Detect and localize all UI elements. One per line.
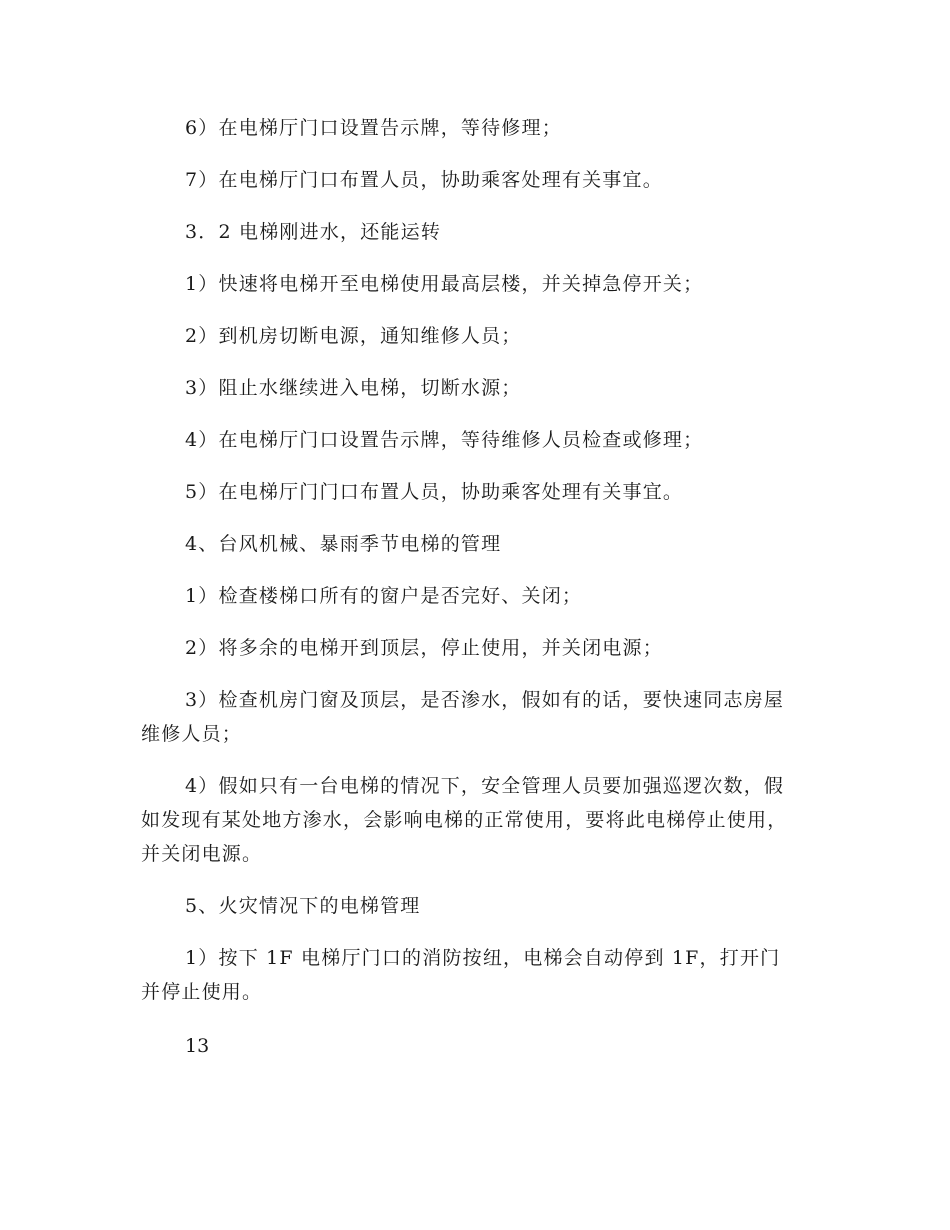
paragraph-step-4-sign-inspect: 4）在电梯厅门口设置告示牌，等待维修人员检查或修理； xyxy=(185,429,704,451)
paragraph-typhoon-step-4: 4）假如只有一台电梯的情况下，安全管理人员要加强巡逻次数，假如发现有某处地方渗水，会影响电梯的正常使用，要将此电梯停止使用，并关闭电源。 xyxy=(141,775,788,865)
paragraph-step-3-stop-water: 3）阻止水继续进入电梯，切断水源； xyxy=(185,377,522,399)
paragraph-typhoon-step-1: 1）检查楼梯口所有的窗户是否完好、关闭； xyxy=(185,585,583,607)
paragraph-step-2-power-off: 2）到机房切断电源，通知维修人员； xyxy=(185,325,522,347)
paragraph-typhoon-step-2: 2）将多余的电梯开到顶层，停止使用，并关闭电源； xyxy=(185,637,663,659)
section-heading-4: 4、台风机械、暴雨季节电梯的管理 xyxy=(185,533,502,555)
paragraph-step-6-sign: 6）在电梯厅门口设置告示牌，等待修理； xyxy=(185,117,562,139)
section-heading-3-2: 3．2 电梯刚进水，还能运转 xyxy=(185,221,442,243)
paragraph-fire-step-1: 1）按下 1F 电梯厅门口的消防按纽，电梯会自动停到 1F，打开门并停止使用。 xyxy=(141,947,781,1003)
paragraph-step-5-staff: 5）在电梯厅门门口布置人员，协助乘客处理有关事宜。 xyxy=(185,481,684,503)
paragraph-step-1-top-floor: 1）快速将电梯开至电梯使用最高层楼，并关掉急停开关； xyxy=(185,273,704,295)
page-number: 13 xyxy=(185,1035,210,1057)
section-heading-5: 5、火灾情况下的电梯管理 xyxy=(185,895,421,917)
paragraph-typhoon-step-3: 3）检查机房门窗及顶层，是否渗水，假如有的话，要快速同志房屋维修人员； xyxy=(141,689,785,745)
paragraph-step-7-staff: 7）在电梯厅门口布置人员，协助乘客处理有关事宜。 xyxy=(185,169,663,191)
